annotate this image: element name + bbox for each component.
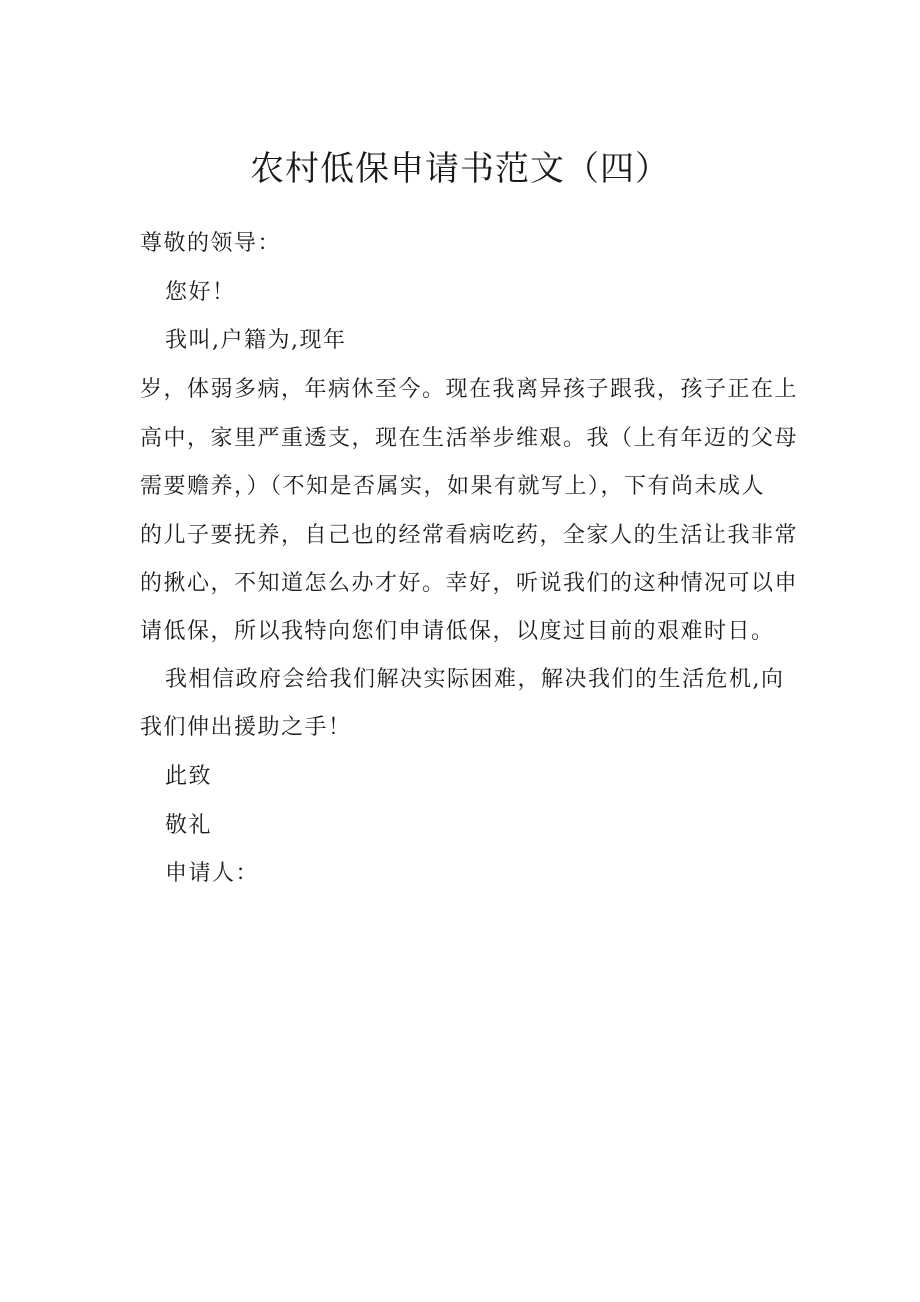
applicant-label: 申请人： (165, 861, 260, 886)
closing-line-1: 此致 (165, 764, 213, 789)
document-title: 农村低保申请书范文（四） (250, 149, 670, 189)
body-line-3: 高中，家里严重透支，现在生活举步维艰。我（上有年迈的父母 (140, 426, 799, 451)
salutation: 尊敬的领导： (140, 231, 282, 256)
body-line-4: 需要赡养，）（不知是否属实，如果有就写上），下有尚未成人 (140, 474, 766, 499)
body-line-1: 我叫,户籍为,现年 (165, 328, 347, 353)
body-line-2: 岁，体弱多病，年病休至今。现在我离异孩子跟我，孩子正在上 (140, 377, 799, 402)
body-line-8: 我相信政府会给我们解决实际困难，解决我们的生活危机,向 (165, 667, 785, 692)
body-line-5: 的儿子要抚养，自己也的经常看病吃药，全家人的生活让我非常 (140, 523, 799, 548)
body-line-6: 的揪心，不知道怎么办才好。幸好，听说我们的这种情况可以申 (140, 571, 799, 596)
closing-line-2: 敬礼 (165, 813, 213, 838)
greeting: 您好！ (165, 280, 236, 305)
body-line-7: 请低保，所以我特向您们申请低保，以度过目前的艰难时日。 (140, 619, 775, 644)
body-line-9: 我们伸出援助之手！ (140, 715, 352, 740)
